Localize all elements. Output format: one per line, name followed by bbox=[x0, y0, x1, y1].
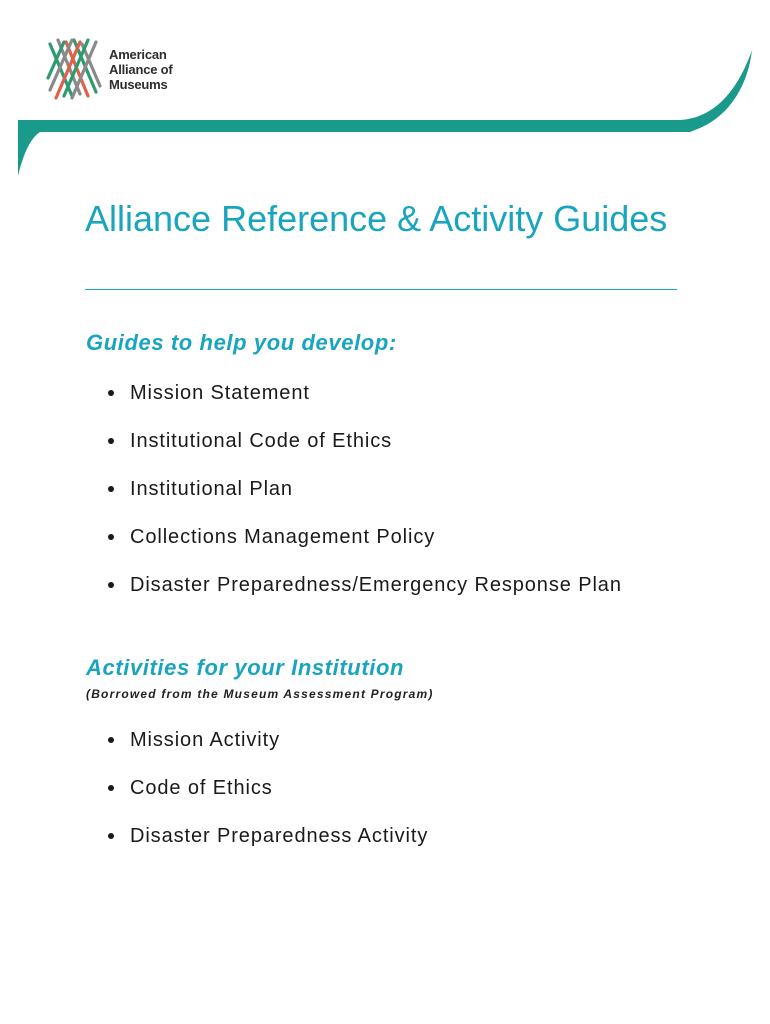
list-item bbox=[106, 776, 428, 824]
logo-line-1: American bbox=[109, 47, 167, 62]
list-item bbox=[106, 728, 428, 776]
bullet-icon bbox=[108, 833, 114, 839]
page-title: Alliance Reference & Activity Guides bbox=[85, 198, 668, 239]
activities-subnote: (Borrowed from the Museum Assessment Program) bbox=[86, 687, 434, 701]
header-swoosh bbox=[0, 0, 770, 190]
list-item-label: Disaster Preparedness/Emergency Response Plan bbox=[130, 574, 622, 596]
list-item-label: Institutional Plan bbox=[130, 478, 293, 500]
bullet-icon bbox=[108, 534, 114, 540]
bullet-icon bbox=[108, 390, 114, 396]
activities-list bbox=[106, 728, 428, 872]
title-divider bbox=[85, 289, 677, 290]
guides-heading: Guides to help you develop: bbox=[86, 330, 397, 355]
bullet-icon bbox=[108, 438, 114, 444]
bullet-icon bbox=[108, 486, 114, 492]
bullet-icon bbox=[108, 737, 114, 743]
list-item bbox=[106, 824, 428, 872]
list-item bbox=[106, 381, 622, 429]
list-item bbox=[106, 573, 622, 621]
list-item-label: Institutional Code of Ethics bbox=[130, 430, 392, 452]
guides-list bbox=[106, 381, 622, 621]
bullet-icon bbox=[108, 582, 114, 588]
logo-line-3: Museums bbox=[109, 77, 168, 92]
bullet-icon bbox=[108, 785, 114, 791]
logo-line-2: Alliance of bbox=[109, 62, 173, 77]
list-item-label: Mission Statement bbox=[130, 382, 310, 404]
activities-heading: Activities for your Institution bbox=[86, 655, 405, 680]
list-item-label: Collections Management Policy bbox=[130, 526, 436, 548]
list-item bbox=[106, 477, 622, 525]
list-item-label: Code of Ethics bbox=[130, 777, 273, 799]
list-item bbox=[106, 429, 622, 477]
list-item bbox=[106, 525, 622, 573]
list-item-label: Disaster Preparedness Activity bbox=[130, 825, 429, 847]
list-item-label: Mission Activity bbox=[130, 729, 280, 751]
